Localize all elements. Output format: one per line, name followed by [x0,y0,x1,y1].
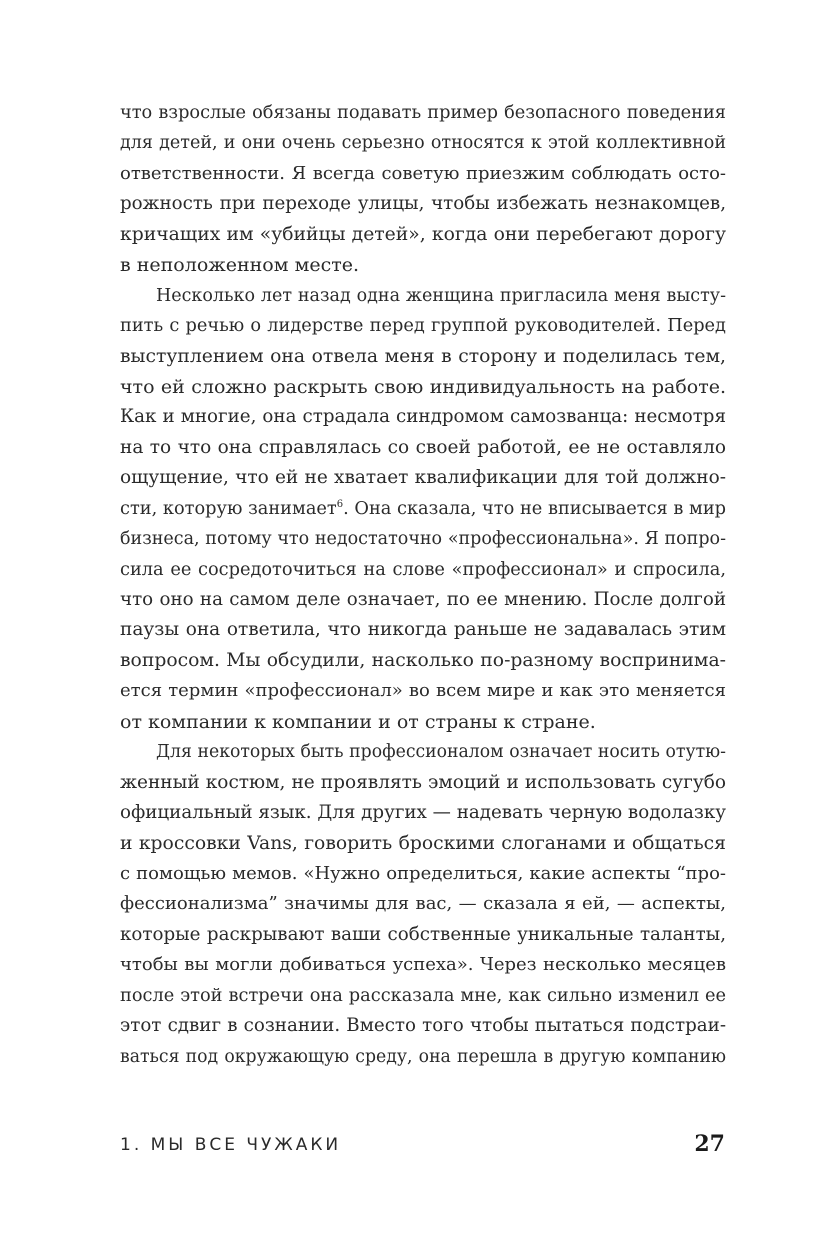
footnote-reference[interactable]: 6 [336,498,344,510]
text-line: женный костюм, не проявлять эмоций и использовать сугубо [120,771,726,793]
text-line: на то что она справлялась со своей работой, ее не оставляло [120,436,726,458]
text-segment: . Она сказала, что не вписывается в мир [343,498,727,519]
text-line: бизнеса, потому что недостаточно «профессиональна». Я попро- [120,529,726,550]
text-line: ощущение, что ей не хватает квалификации для той должно- [120,467,726,489]
text-line: паузы она ответила, что никогда раньше не задавалась этим [120,619,726,641]
text-line: чтобы вы могли добиваться успеха». Через несколько месяцев [120,954,726,976]
text-line: фессионализма” значимы для вас, — сказала я ей, — аспекты, [120,893,726,915]
text-line: рожность при переходе улицы, чтобы избежать незнакомцев, [120,193,726,215]
text-line-with-footnote [120,494,726,524]
text-line: после этой встречи она рассказала мне, как сильно изменил ее [120,985,726,1006]
text-line: выступлением она отвела меня в сторону и поделилась тем, [120,345,726,367]
page-number: 27 [694,1131,725,1157]
text-line: сила ее сосредоточиться на слове «профессионал» и спросила, [120,559,726,580]
text-line: пить с речью о лидерстве перед группой руководителей. Перед [120,316,726,337]
text-line: официальный язык. Для других — надевать черную водолазку [120,802,726,824]
text-line: Как и многие, она страдала синдромом самозванца: несмотря [120,406,726,428]
text-line: для детей, и они очень серьезно относятся к этой коллективной [120,133,726,154]
body-text [120,98,726,1072]
text-line: что оно на самом деле означает, по ее мнению. После долгой [120,589,726,610]
text-line: ется термин «профессионал» во всем мире и как это меняется [120,680,726,702]
text-line: кричащих им «убийцы детей», когда они перебегают дорогу [120,223,726,245]
running-footer-chapter: 1. МЫ ВСЕ ЧУЖАКИ [120,1135,342,1155]
text-line: от компании к компании и от страны к стране. [120,710,596,733]
text-line: вопросом. Мы обсудили, насколько по-разному воспринима- [120,649,726,671]
text-segment: сти, которую занимает [120,498,337,519]
text-line: что взрослые обязаны подавать пример безопасного поведения [120,103,726,123]
text-line: ваться под окружающую среду, она перешла в другую компанию [120,1046,726,1067]
text-line: и кроссовки Vans, говорить броскими слоганами и общаться [120,832,726,854]
paragraph-start-line: Несколько лет назад одна женщина пригласила меня высту- [156,285,726,306]
text-line: ответственности. Я всегда советую приезжим соблюдать осто- [120,162,726,184]
text-line: в неположенном месте. [120,254,360,277]
text-line: что ей сложно раскрыть свою индивидуальность на работе. [120,375,726,398]
text-line: с помощью мемов. «Нужно определиться, какие аспекты “про- [120,862,726,884]
text-line: которые раскрывают ваши собственные уникальные таланты, [120,923,726,945]
text-line: этот сдвиг в сознании. Вместо того чтобы пытаться подстраи- [120,1015,726,1037]
paragraph-start-line: Для некоторых быть профессионалом означает носить отутю- [156,742,726,763]
